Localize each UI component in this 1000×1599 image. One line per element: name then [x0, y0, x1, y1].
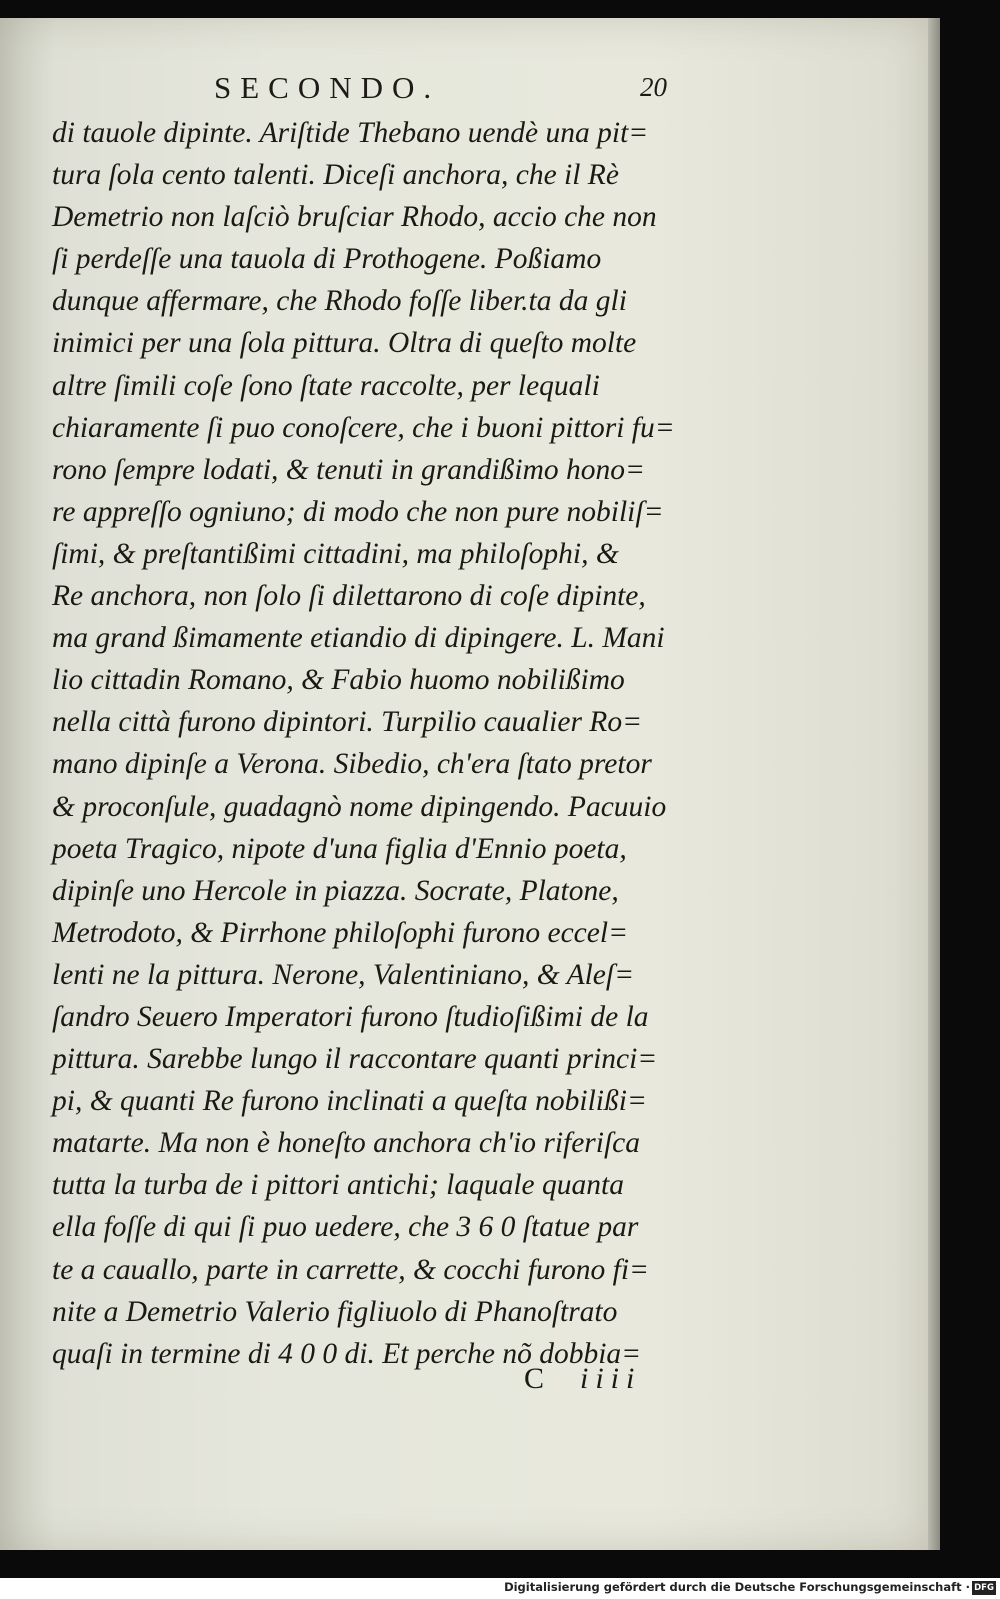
text-line: ſimi, & preſtantißimi cittadini, ma philoſophi, & — [52, 537, 619, 570]
text-line: nite a Demetrio Valerio figliuolo di Phanoſtrato — [52, 1295, 618, 1328]
signature-mark — [524, 1362, 641, 1396]
dfg-logo-icon: DFG — [972, 1581, 996, 1595]
text-line: & proconſule, guadagnò nome dipingendo. Pacuuio — [52, 790, 667, 823]
text-line: nella città furono dipintori. Turpilio caualier Ro= — [52, 706, 642, 739]
text-line: te a cauallo, parte in carrette, & cocchi furono fi= — [52, 1253, 649, 1286]
signature-numeral: iiii — [580, 1362, 642, 1395]
text-line: ma grand ßimamente etiandio di dipingere. L. Mani — [52, 622, 665, 655]
text-line: di tauole dipinte. Ariſtide Thebano uendè una pit= — [52, 117, 649, 149]
text-line: rono ſempre lodati, & tenuti in grandißimo hono= — [52, 453, 645, 486]
text-line: tutta la turba de i pittori antichi; laquale quanta — [52, 1169, 624, 1202]
text-line: chiaramente ſi puo conoſcere, che i buoni pittori fu= — [52, 411, 675, 444]
running-head — [0, 70, 928, 110]
text-line: ella foſſe di qui ſi puo uedere, che 3 6 0 ſtatue par — [52, 1211, 639, 1244]
text-line: poeta Tragico, nipote d'una figlia d'Ennio poeta, — [52, 832, 627, 865]
text-line: matarte. Ma non è honeſto anchora ch'io riferiſca — [52, 1127, 641, 1160]
text-line: Demetrio non laſciò bruſciar Rhodo, accio che non — [52, 201, 657, 234]
text-line: Re anchora, non ſolo ſi dilettarono di coſe dipinte, — [52, 580, 646, 613]
text-line: quaſi in termine di 4 0 0 di. Et perche nõ dobbia= — [52, 1337, 642, 1370]
page-edge — [928, 18, 940, 1550]
funding-credit: Digitalisierung gefördert durch die Deutsche Forschungsgemeinschaft · — [504, 1580, 970, 1594]
text-line: ſi perdeſſe una tauola di Prothogene. Poßiamo — [52, 243, 602, 276]
text-line: pi, & quanti Re furono inclinati a queſta nobilißi= — [52, 1085, 647, 1118]
footer-bar — [0, 1578, 1000, 1599]
text-line: altre ſimili coſe ſono ſtate raccolte, per lequali — [52, 369, 600, 402]
text-line: mano dipinſe a Verona. Sibedio, ch'era ſtato pretor — [52, 748, 652, 781]
body-text — [52, 112, 742, 1375]
text-line: inimici per una ſola pittura. Oltra di queſto molte — [52, 327, 637, 360]
text-line: Metrodoto, & Pirrhone philoſophi furono eccel= — [52, 916, 628, 949]
text-line: ſandro Seuero Imperatori furono ſtudioſißimi de la — [52, 1000, 649, 1033]
signature-letter: C — [524, 1362, 551, 1395]
running-head-title: SECONDO. — [214, 70, 441, 105]
text-line: re appreſſo ogniuno; di modo che non pure nobiliſ= — [52, 495, 664, 528]
text-line: pittura. Sarebbe lungo il raccontare quanti princi= — [52, 1043, 658, 1076]
text-line: dipinſe uno Hercole in piazza. Socrate, Platone, — [52, 874, 619, 907]
text-line: tura ſola cento talenti. Diceſi anchora, che il Rè — [52, 159, 619, 192]
folio-number: 20 — [640, 72, 667, 102]
text-line: lio cittadin Romano, & Fabio huomo nobilißimo — [52, 664, 625, 697]
text-line: lenti ne la pittura. Nerone, Valentiniano, & Aleſ= — [52, 958, 634, 991]
text-line: dunque affermare, che Rhodo foſſe liber.ta da gli — [52, 285, 627, 318]
